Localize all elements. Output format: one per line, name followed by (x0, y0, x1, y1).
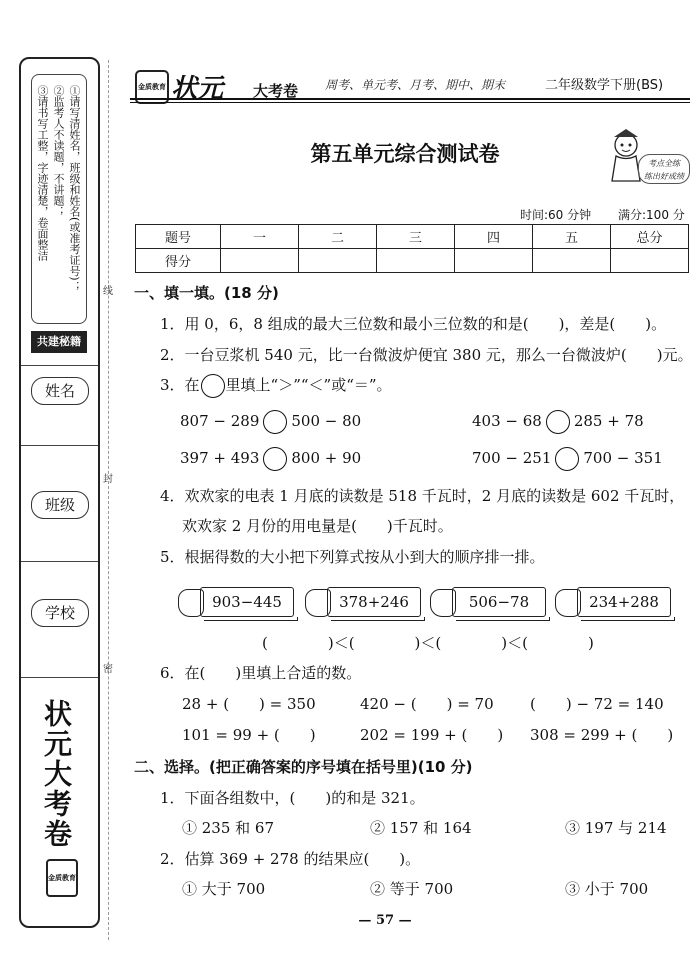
compare-circle[interactable] (263, 410, 287, 434)
page-number: — 57 — (358, 913, 412, 928)
table-header: 题号 (136, 225, 221, 249)
exam-notes (31, 74, 87, 324)
score-cell[interactable] (221, 249, 299, 273)
slogan-badge (638, 154, 690, 184)
class-label: 班级 (31, 491, 89, 519)
expression-card (430, 585, 550, 623)
expr-left: 807 − 289 (180, 412, 260, 430)
question: 5．根据得数的大小把下列算式按从小到大的顺序排一排。 (160, 548, 545, 566)
table-header: 五 (533, 225, 611, 249)
compare-item (180, 447, 361, 471)
compare-circle-icon (201, 374, 225, 398)
fill-blank-item[interactable]: 420 − ( ) = 70 (360, 695, 494, 713)
compare-circle[interactable] (263, 447, 287, 471)
compare-item (472, 410, 644, 434)
brand-mark-icon: 金质教育 (135, 70, 169, 104)
cut-mark: 线 (103, 286, 113, 297)
expr-right: 800 + 90 (291, 449, 362, 467)
exam-note: ③请书写工整，字迹清楚，卷面整洁 (36, 85, 49, 261)
divider (21, 365, 98, 366)
header-rule (130, 102, 690, 103)
time-limit: 时间:60 分钟 (520, 208, 592, 222)
expr-right: 700 − 351 (583, 449, 663, 467)
expr-left: 700 − 251 (472, 449, 552, 467)
notes-badge: 共建秘籍 (31, 331, 87, 353)
row-label: 得分 (136, 249, 221, 273)
table-row (136, 225, 689, 249)
brand-name: 状元 (171, 74, 224, 104)
slogan-line: 考点全练 (648, 159, 680, 168)
question: 2．估算 369 + 278 的结果应( )。 (160, 850, 421, 868)
table-header: 总分 (611, 225, 689, 249)
brand-subtitle: 大考卷 (253, 82, 299, 100)
grade-subject: 二年级数学下册(BS) (545, 78, 664, 93)
card-expression: 234+288 (577, 587, 671, 617)
cut-mark: 密 (103, 664, 113, 675)
card-expression: 903−445 (200, 587, 294, 617)
expression-card (178, 585, 298, 623)
table-header: 二 (299, 225, 377, 249)
brand-mark-icon: 金质教育 (46, 859, 78, 897)
choice-option[interactable]: ① 大于 700 (182, 880, 266, 898)
name-label: 姓名 (31, 377, 89, 405)
header-rule (130, 98, 690, 100)
fill-blank-item[interactable]: 28 + ( ) = 350 (182, 695, 316, 713)
compare-item (472, 447, 663, 471)
table-row (136, 249, 689, 273)
full-score: 满分:100 分 (618, 208, 685, 222)
exam-note: ①请写清姓名，班级和姓名(或准考证号)； (68, 85, 81, 292)
brand-logo-vertical: 状元大考卷 (40, 699, 73, 849)
expr-right: 500 − 80 (291, 412, 362, 430)
question: 4．欢欢家的电表 1 月底的读数是 518 千瓦时，2 月底的读数是 602 千瓦时， (160, 487, 685, 505)
school-label: 学校 (31, 599, 89, 627)
slogan-line: 练出好成绩 (644, 172, 684, 181)
divider (21, 677, 98, 678)
question: 6．在( )里填上合适的数。 (160, 664, 362, 682)
exam-types: 周考、单元考、月考、期中、期末 (325, 78, 506, 92)
divider (21, 561, 98, 562)
table-header: 四 (455, 225, 533, 249)
score-table (135, 224, 689, 273)
cut-mark: 封 (103, 474, 113, 485)
question-text: 3．在 (160, 376, 200, 394)
compare-item (180, 410, 361, 434)
fill-blank-item[interactable]: 308 = 299 + ( ) (530, 726, 674, 744)
fill-blank-item[interactable]: 101 = 99 + ( ) (182, 726, 316, 744)
section-title: 一、填一填。(18 分) (134, 284, 279, 302)
question: 2．一台豆浆机 540 元，比一台微波炉便宜 380 元，那么一台微波炉( )元。 (160, 346, 693, 364)
answer-order-blanks[interactable]: ( )＜( )＜( )＜( ) (262, 634, 594, 652)
choice-option[interactable]: ② 等于 700 (370, 880, 454, 898)
fill-blank-item[interactable]: 202 = 199 + ( ) (360, 726, 504, 744)
score-cell[interactable] (377, 249, 455, 273)
fill-blank-item[interactable]: ( ) − 72 = 140 (530, 695, 664, 713)
question (160, 374, 392, 398)
choice-option[interactable]: ② 157 和 164 (370, 819, 472, 837)
expr-left: 397 + 493 (180, 449, 260, 467)
section-title: 二、选择。(把正确答案的序号填在括号里)(10 分) (134, 758, 473, 776)
compare-circle[interactable] (546, 410, 570, 434)
table-header: 三 (377, 225, 455, 249)
cut-line (108, 60, 109, 940)
choice-option[interactable]: ③ 197 与 214 (565, 819, 667, 837)
score-cell[interactable] (611, 249, 689, 273)
question-text: 里填上“＞”“＜”或“＝”。 (225, 376, 392, 394)
expr-left: 403 − 68 (472, 412, 542, 430)
score-cell[interactable] (455, 249, 533, 273)
choice-option[interactable]: ③ 小于 700 (565, 880, 649, 898)
compare-circle[interactable] (555, 447, 579, 471)
binding-sidebar (19, 57, 100, 928)
expr-right: 285 + 78 (573, 412, 644, 430)
question: 1．用 0，6，8 组成的最大三位数和最小三位数的和是( )，差是( )。 (160, 315, 667, 333)
choice-option[interactable]: ① 235 和 67 (182, 819, 275, 837)
expression-card (555, 585, 675, 623)
score-cell[interactable] (299, 249, 377, 273)
card-expression: 506−78 (452, 587, 546, 617)
brand-logo (135, 66, 325, 106)
question: 1．下面各组数中，( )的和是 321。 (160, 789, 425, 807)
divider (21, 445, 98, 446)
score-cell[interactable] (533, 249, 611, 273)
exam-note: ②监考人不读题，不讲题； (52, 85, 65, 217)
card-expression: 378+246 (327, 587, 421, 617)
expression-card (305, 585, 425, 623)
table-header: 一 (221, 225, 299, 249)
question-continued: 欢欢家 2 月份的用电量是( )千瓦时。 (182, 517, 453, 535)
page-title: 第五单元综合测试卷 (310, 142, 500, 166)
